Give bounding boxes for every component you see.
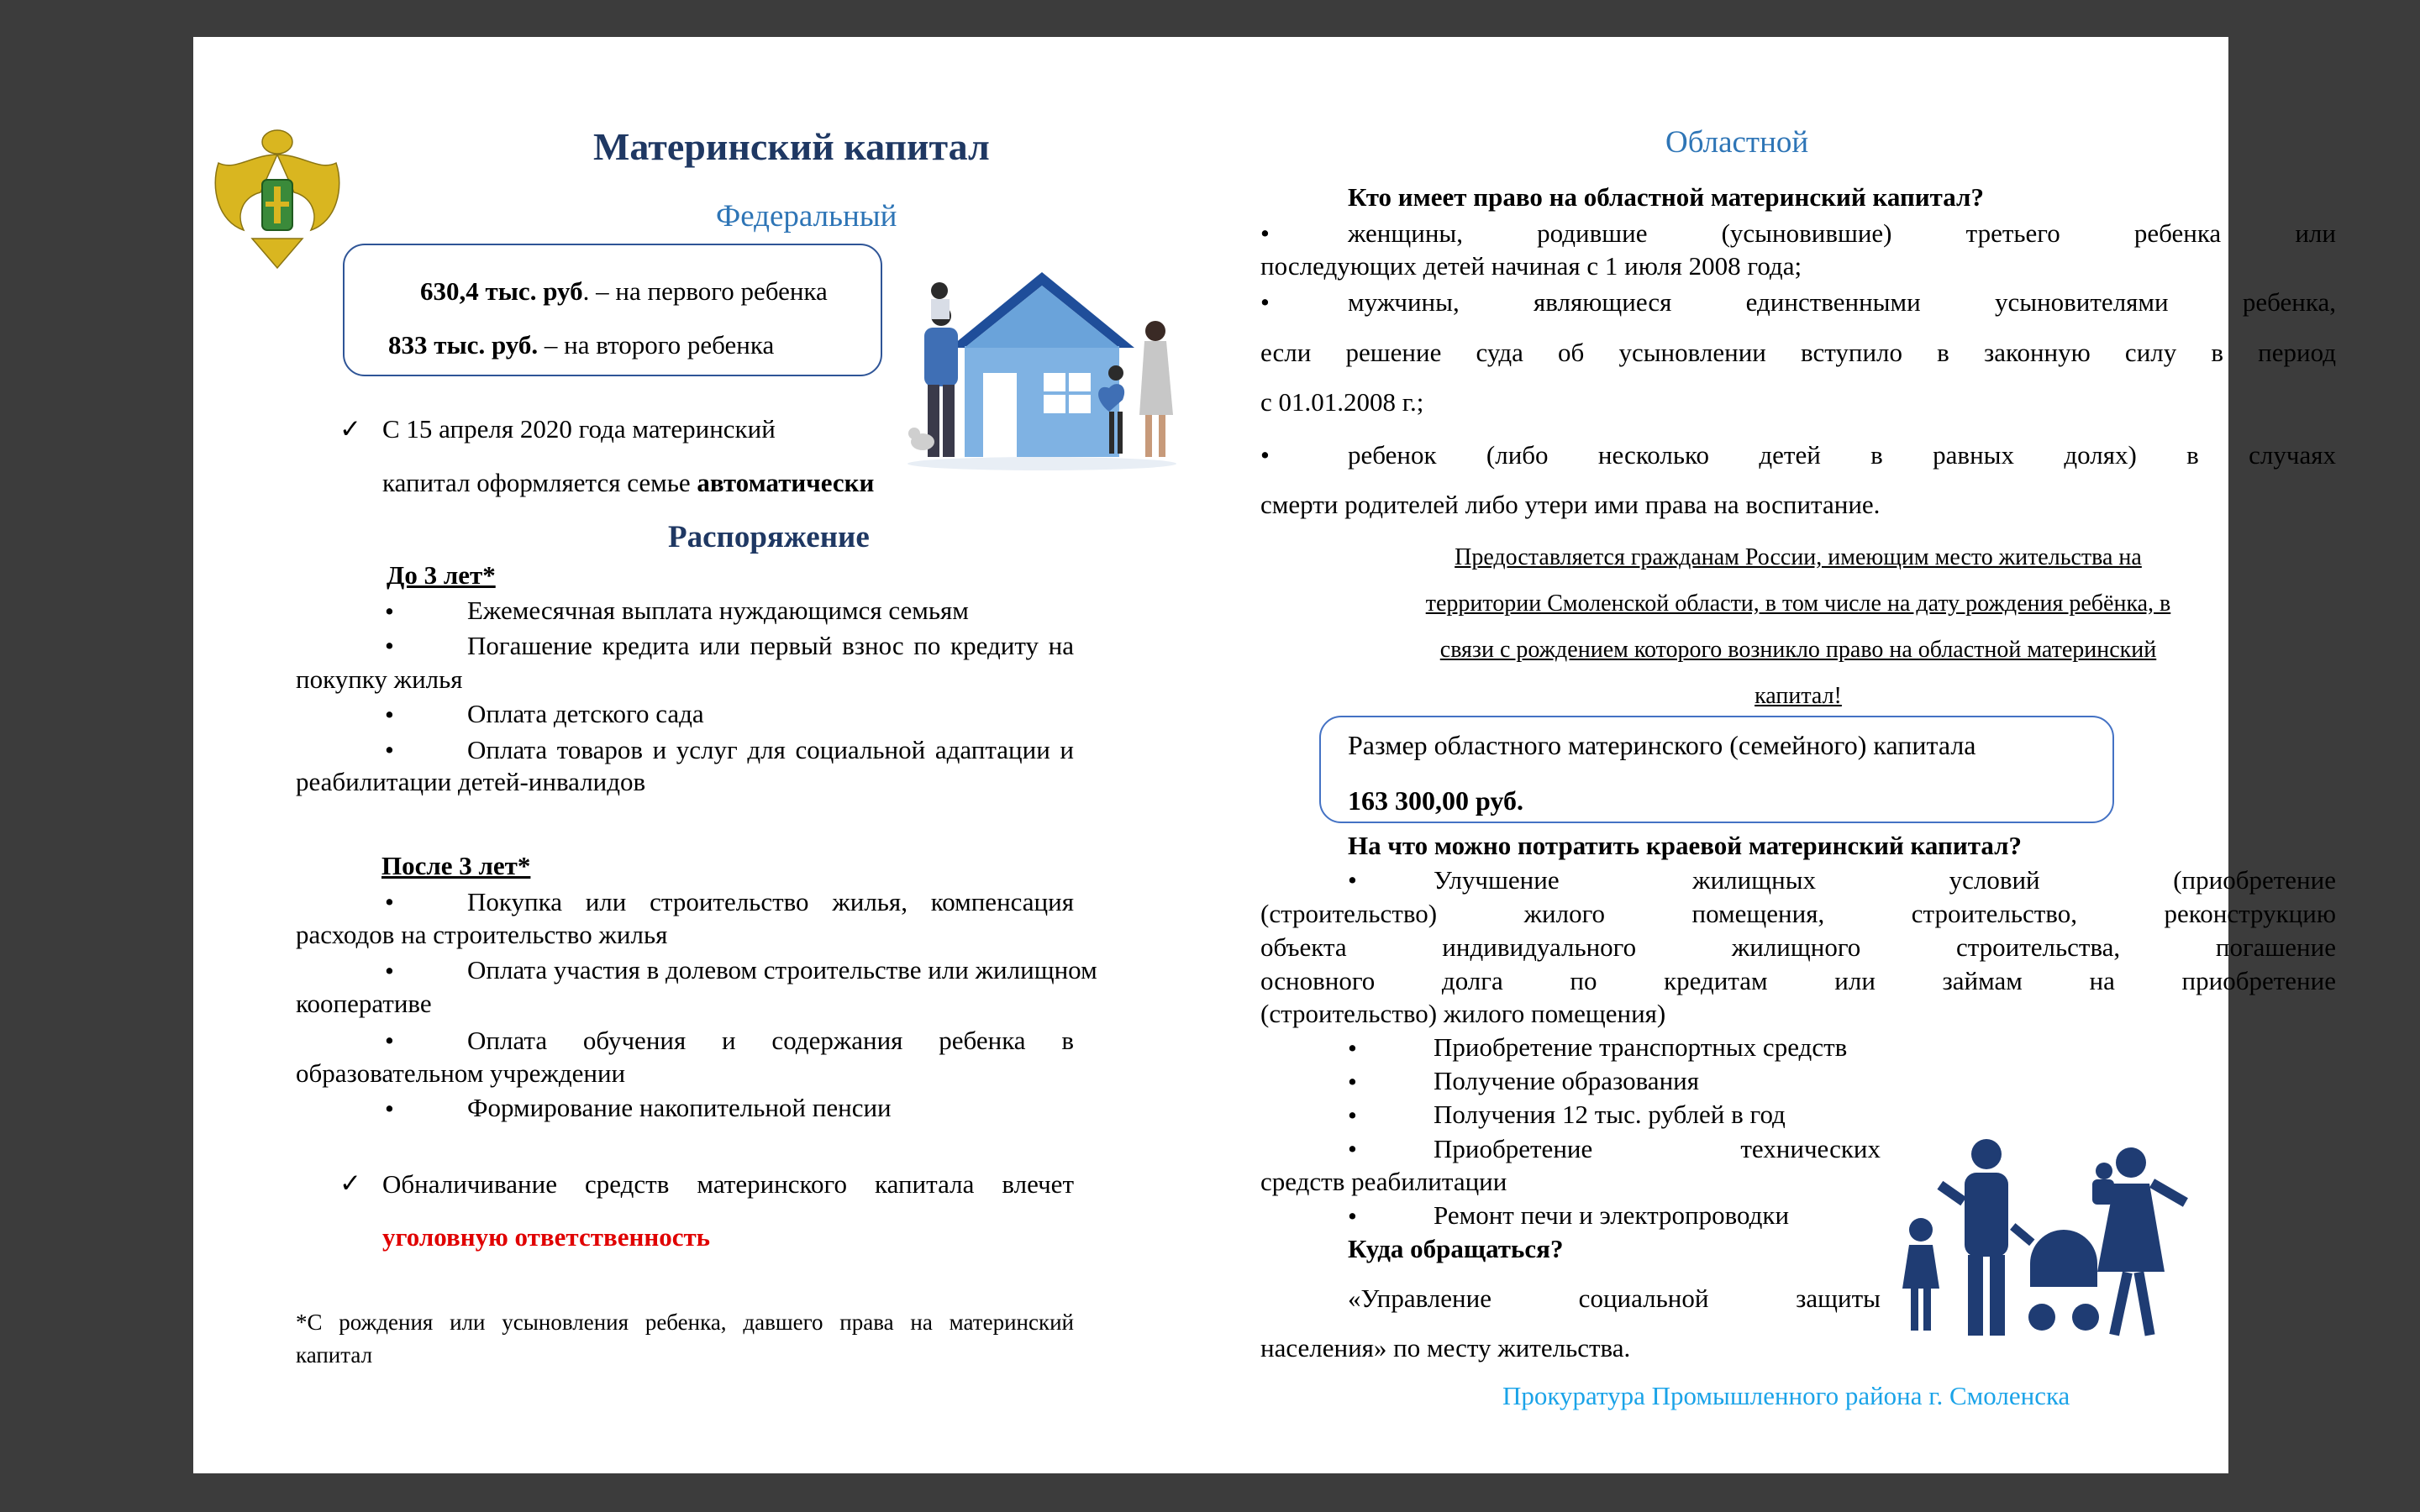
bullet: • <box>1260 287 1270 317</box>
who-item: женщины, родившие (усыновившие) третьего ребенка или <box>1348 218 2336 248</box>
who-item-continuation: с 01.01.2008 г.; <box>1260 387 1424 417</box>
spend-item-continuation: (строительство) жилого помещения, строительство, реконструкцию <box>1260 899 2336 928</box>
list-item: Оплата участия в долевом строительстве или жилищном <box>467 955 1097 984</box>
bullet: • <box>385 1094 394 1123</box>
federal-heading: Федеральный <box>716 199 897 234</box>
bullet: • <box>385 887 394 916</box>
list-item: Ежемесячная выплата нуждающимся семьям <box>467 596 969 625</box>
bullet: • <box>1348 1134 1357 1163</box>
spend-item: Ремонт печи и электропроводки <box>1434 1200 1790 1230</box>
list-item-continuation: образовательном учреждении <box>296 1058 626 1088</box>
list-item-continuation: расходов на строительство жилья <box>296 920 668 949</box>
document-page <box>193 37 2336 1473</box>
after3-heading: После 3 лет* <box>381 851 531 880</box>
auto-registration-line2: капитал оформляется семье автоматически <box>382 468 875 497</box>
spend-item: Приобретение технических <box>1434 1134 1881 1163</box>
size-label: Размер областного материнского (семейного) капитала <box>1348 730 1976 760</box>
list-item: Оплата детского сада <box>467 699 704 728</box>
spend-item: Получения 12 тыс. рублей в год <box>1434 1100 1786 1129</box>
list-item-continuation: покупку жилья <box>296 664 463 694</box>
check-icon: ✓ <box>339 1168 361 1198</box>
footnote-line2: капитал <box>296 1342 373 1368</box>
spend-item-continuation: (строительство) жилого помещения) <box>1260 999 1666 1028</box>
amount-second-child: 833 тыс. руб. – на второго ребенка <box>388 330 775 360</box>
cashing-warning-line1: Обналичивание средств материнского капитала влечет <box>382 1169 1074 1199</box>
footnote-line1: *С рождения или усыновления ребенка, давшего права на материнский <box>296 1310 1074 1335</box>
bullet: • <box>385 700 394 729</box>
regional-size-box <box>1319 716 2114 823</box>
list-item: Формирование накопительной пенсии <box>467 1093 892 1122</box>
bullet: • <box>385 1026 394 1055</box>
bullet: • <box>1260 218 1270 248</box>
spend-item: Улучшение жилищных условий (приобретение <box>1434 865 2336 895</box>
spend-item-continuation: основного долга по кредитам или займам на приобретение <box>1260 966 2336 995</box>
bullet: • <box>1348 1067 1357 1096</box>
list-item: Погашение кредита или первый взнос по кредиту на <box>467 631 1074 660</box>
spend-item: Получение образования <box>1434 1066 1700 1095</box>
prosecutor-signature: Прокуратура Промышленного района г. Смоленска <box>1502 1381 2070 1410</box>
bullet: • <box>1348 1100 1357 1130</box>
family-silhouette-icon <box>1887 1137 2198 1347</box>
disposal-heading: Распоряжение <box>668 520 870 554</box>
where-heading: Куда обращаться? <box>1348 1234 1564 1263</box>
auto-registration-line1: С 15 апреля 2020 года материнский <box>382 414 776 444</box>
spend-item-continuation: средств реабилитации <box>1260 1167 1507 1196</box>
who-item: мужчины, являющиеся единственными усыновителями ребенка, <box>1348 287 2336 317</box>
bullet: • <box>1348 1201 1357 1231</box>
federal-amount-box <box>343 244 882 376</box>
bullet: • <box>1348 865 1357 895</box>
regional-heading: Областной <box>1665 125 1809 160</box>
bullet: • <box>385 735 394 764</box>
list-item: Оплата товаров и услуг для социальной адаптации и <box>467 735 1074 764</box>
spend-item: Приобретение транспортных средств <box>1434 1032 1848 1062</box>
under3-heading: До 3 лет* <box>387 560 496 590</box>
emblem-icon <box>202 121 353 281</box>
bullet: • <box>385 596 394 626</box>
list-item: Оплата обучения и содержания ребенка в <box>467 1026 1074 1055</box>
check-icon: ✓ <box>339 414 361 444</box>
bullet: • <box>385 631 394 660</box>
bullet: • <box>1348 1033 1357 1063</box>
bullet: • <box>385 956 394 985</box>
where-line1: «Управление социальной защиты <box>1348 1284 1881 1313</box>
spend-item-continuation: объекта индивидуального жилищного строительства, погашение <box>1260 932 2336 962</box>
who-heading: Кто имеет право на областной материнский капитал? <box>1348 182 1984 212</box>
page-title: Материнский капитал <box>593 125 990 168</box>
who-item: ребенок (либо несколько детей в равных долях) в случаях <box>1348 440 2336 470</box>
provided-notice: Предоставляется гражданам России, имеющим место жительства на территории Смоленской области, в том числе на дату рождения ребёнка, в связи с рождением которого возникло право на областной материнский капитал! <box>1425 544 2171 709</box>
criminal-liability: уголовную ответственность <box>382 1222 711 1252</box>
list-item-continuation: кооперативе <box>296 989 432 1018</box>
family-house-illustration <box>899 247 1185 474</box>
who-item-continuation: последующих детей начиная с 1 июля 2008 года; <box>1260 251 1802 281</box>
amount-first-child: 630,4 тыс. руб. – на первого ребенка <box>420 276 828 306</box>
spend-heading: На что можно потратить краевой материнский капитал? <box>1348 831 2023 860</box>
who-item-continuation: если решение суда об усыновлении вступило в законную силу в период <box>1260 338 2336 367</box>
list-item-continuation: реабилитации детей-инвалидов <box>296 767 646 796</box>
bullet: • <box>1260 440 1270 470</box>
list-item: Покупка или строительство жилья, компенсация <box>467 887 1074 916</box>
size-value: 163 300,00 руб. <box>1348 785 1523 816</box>
who-item-continuation: смерти родителей либо утери ими права на воспитание. <box>1260 490 1881 519</box>
where-line2: населения» по месту жительства. <box>1260 1333 1631 1362</box>
